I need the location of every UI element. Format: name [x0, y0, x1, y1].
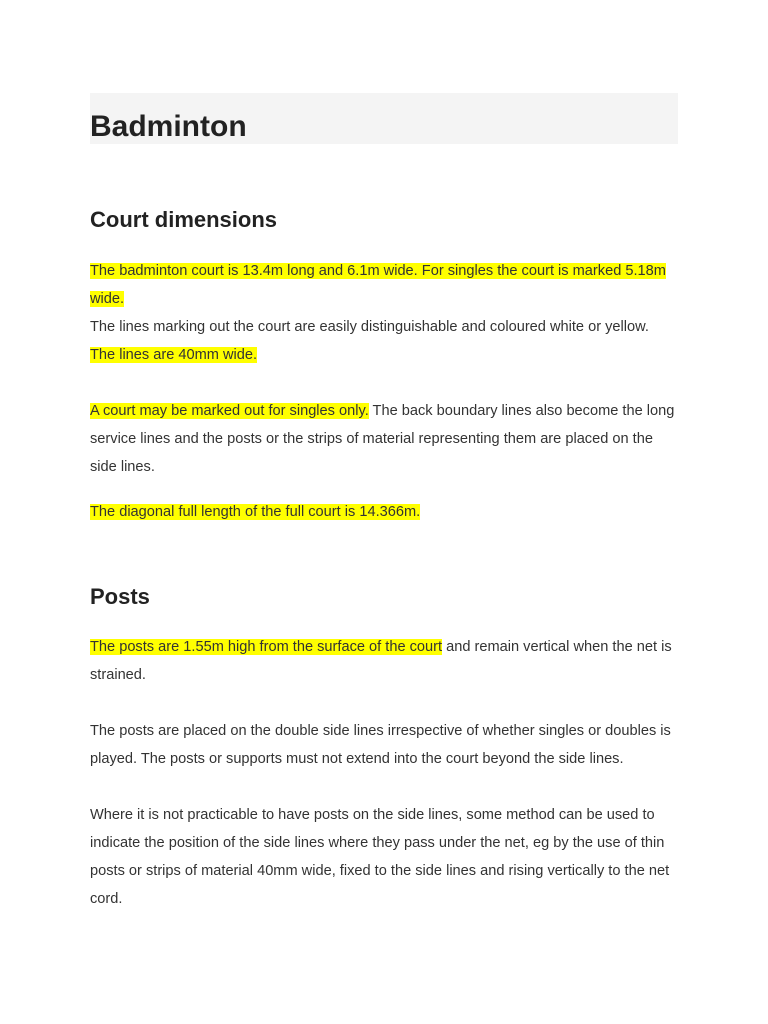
paragraph	[90, 717, 682, 773]
highlighted-text: The posts are 1.55m high from the surface of the court	[90, 639, 443, 655]
section-heading-court-dimensions: Court dimensions	[90, 207, 278, 232]
paragraph	[90, 498, 682, 526]
highlighted-text: The diagonal full length of the full court is 14.366m.	[90, 504, 421, 520]
paragraph	[90, 341, 682, 369]
paragraph	[90, 313, 682, 341]
body-text: The lines marking out the court are easily distinguishable and coloured white or yellow.	[90, 319, 649, 335]
highlighted-text: The lines are 40mm wide.	[90, 347, 258, 363]
paragraph	[90, 397, 682, 481]
paragraph	[90, 801, 682, 913]
body-text: and remain vertical when the net is strained.	[90, 639, 672, 683]
body-text: The back boundary lines also become the long service lines and the posts or the strips of material representing them are placed on the side lines.	[90, 403, 675, 475]
body-text: The posts are placed on the double side lines irrespective of whether singles or doubles is played. The posts or supports must not extend into the court beyond the side lines.	[90, 723, 671, 767]
highlighted-text: The badminton court is 13.4m long and 6.1m wide. For singles the court is marked 5.18m wide.	[90, 263, 666, 307]
highlighted-text: A court may be marked out for singles only.	[90, 403, 369, 419]
page-title: Badminton	[90, 110, 247, 143]
paragraph	[90, 257, 682, 313]
paragraph	[90, 633, 682, 689]
body-text: Where it is not practicable to have posts on the side lines, some method can be used to indicate the position of the side lines where they pass under the net, eg by the use of thin posts or strips of material 40mm wide, fixed to the side lines and rising vertically to the net cord.	[90, 807, 670, 907]
section-heading-posts: Posts	[90, 584, 150, 609]
